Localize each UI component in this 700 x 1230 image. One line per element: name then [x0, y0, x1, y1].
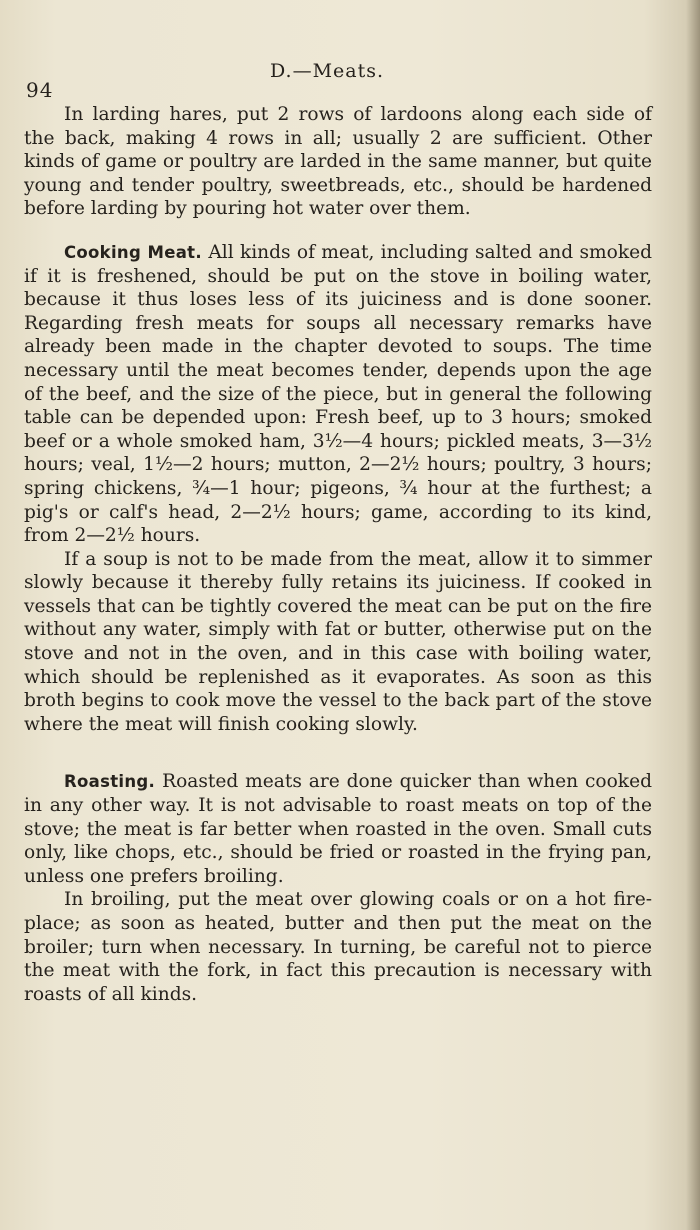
- running-head: D.—Meats.: [270, 60, 385, 82]
- broiling-paragraph: In broiling, put the meat over glowing coals or on a hot fire-place; as soon as heated, butter and then put the meat on the broiler; turn when necessary. In turning, be careful not to pierce the meat with the fork, in fact this precaution is necessary with roasts of all kinds.: [24, 889, 652, 1005]
- cooking-meat-paragraph: [24, 241, 652, 548]
- roasting-paragraph: [24, 770, 652, 888]
- cooking-meat-heading: Cooking Meat.: [64, 242, 202, 262]
- roasting-heading: Roasting.: [64, 772, 156, 792]
- roasting-text: Roasted meats are done quicker than when cooked in any other way. It is not advisable to roast meats on top of the stove; the meat is far better when roasted in the oven. Small cuts only, like chops, etc., should be fried or roasted in the frying pan, unless one prefers broiling.: [24, 771, 652, 887]
- cooking-meat-text: All kinds of meat, including salted and smoked if it is freshened, should be put on the stove in boiling water, because it thus loses less of its juiciness and is done sooner. Regarding fresh meats for soups all necessary remarks have already been made in the chapter devoted to soups. The time necessary until the meat becomes tender, depends upon the age of the beef, and the size of the piece, but in general the following table can be depended upon: Fresh beef, up to 3 hours; smoked beef or a whole smoked ham, 3½—4 hours; pickled meats, 3—3½ hours; veal, 1½—2 hours; mutton, 2—2½ hours; poultry, 3 hours; spring chickens, ¾—1 hour; pigeons, ¾ hour at the furthest; a pig's or calf's head, 2—2½ hours; game, according to its kind, from 2—2½ hours.: [24, 241, 653, 547]
- body-text: [24, 103, 652, 1006]
- binding-shadow: [686, 0, 700, 1230]
- simmer-paragraph: If a soup is not to be made from the meat, allow it to simmer slowly because it thereby fully retains its juiciness. If cooked in vessels that can be tightly covered the meat can be put on the fire without any water, simply with fat or butter, otherwise put on the stove and not in the oven, and in this case with boiling water, which should be replenished as it evaporates. As soon as this broth begins to cook move the vessel to the back part of the stove where the meat will finish cooking slowly.: [24, 548, 652, 735]
- larding-paragraph: In larding hares, put 2 rows of lardoons along each side of the back, making 4 rows in all; usually 2 are sufficient. Other kinds of game or poultry are larded in the same manner, but quite young and tender poultry, sweetbreads, etc., should be hardened before larding by pouring hot water over them.: [24, 104, 652, 220]
- page-number: 94: [26, 78, 54, 102]
